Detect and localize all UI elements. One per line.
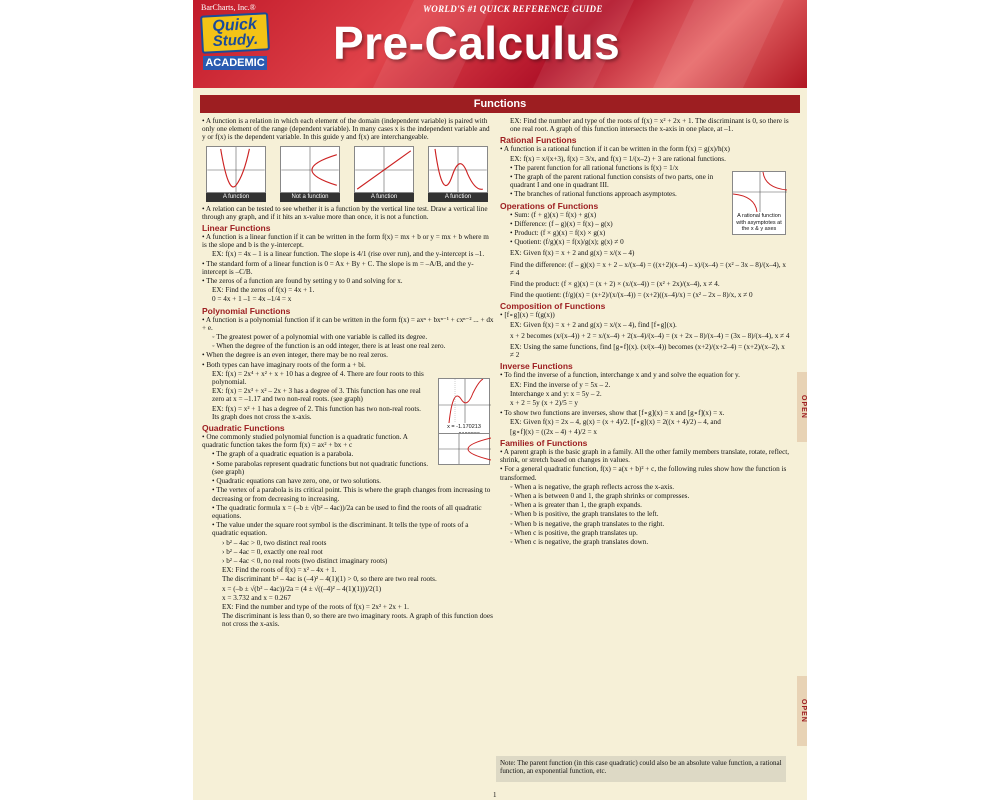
rational-heading: Rational Functions (500, 135, 577, 146)
quad-line: • The vertex of a parabola is its critical point. This is where the graph changes from increasing to decreasing or from decreasing to increasing. (212, 486, 491, 503)
quickstudy-logo (200, 12, 270, 54)
inverse-heading: Inverse Functions (500, 361, 573, 372)
families-line: ◦ When a is between 0 and 1, the graph shrinks or compresses. (510, 491, 690, 500)
ops-line: • Quotient: (f/g)(x) = f(x)/g(x); g(x) ≠ 0 (510, 238, 624, 247)
quad-line: The discriminant is less than 0, so there are two imaginary roots. A graph of this function does not cross the x-axis. (222, 612, 493, 629)
poly-line: ◦ The greatest power of a polynomial with one variable is called its degree. (212, 333, 428, 342)
inverse-line: Interchange x and y: x = 5y – 2. (510, 389, 602, 398)
logo-line-2: Study. (212, 30, 259, 51)
publisher-text: BarCharts, Inc.® (201, 3, 256, 12)
page-number: 1 (493, 791, 497, 799)
quad-line: The discriminant b² – 4ac is (–4)² – 4(1)(1) > 0, so there are two real roots. (222, 575, 437, 584)
linear-line: EX: f(x) = 4x – 1 is a linear function. The slope is 4/1 (rise over run), and the y-intercept is –1. (212, 250, 485, 259)
quad-line: • The value under the square root symbol is the discriminant. It tells the type of roots of a quadratic equation. (212, 521, 469, 538)
ops-line: Find the difference: (f – g)(x) = x + 2 – x/(x–4) = ((x+2)(x–4) – x)/(x–4) = (x² – 3x – 8)/(x–4), x ≠ 4 (510, 260, 786, 277)
ops-line: • Product: (f × g)(x) = f(x) × g(x) (510, 229, 606, 238)
rational-line: EX: f(x) = x/(x+3), f(x) = 3/x, and f(x) = 1/(x–2) + 3 are rational functions. (510, 154, 726, 163)
vertical-line-test: • A relation can be tested to see whether it is a function by the vertical line test. Draw a vertical line through any graph, and if it hits an x-value more than once, it is not a function. (202, 204, 488, 221)
linear-heading: Linear Functions (202, 223, 271, 234)
inverse-line: EX: Find the inverse of y = 5x – 2. (510, 380, 611, 389)
left-column (202, 117, 494, 630)
rational-line: • A function is a rational function if it can be written in the form f(x) = g(x)/h(x) (500, 145, 730, 154)
families-note: Note: The parent function (in this case quadratic) could also be an absolute value function, a rational function, an exponential function, etc. (496, 756, 786, 782)
inverse-line: • To find the inverse of a function, interchange x and y and solve the equation for y. (500, 371, 740, 380)
comp-line: EX: Given f(x) = x + 2 and g(x) = x/(x – 4), find [f∘g](x). (510, 320, 677, 329)
academic-badge: ACADEMIC (203, 56, 267, 70)
header-banner (193, 0, 807, 88)
quadratic-heading: Quadratic Functions (202, 423, 285, 434)
polynomial-graph (438, 378, 490, 441)
inverse-line: • To show two functions are inverses, show that [f∘g](x) = x and [g∘f](x) = x. (500, 409, 725, 418)
quad-line: • The quadratic formula x = (–b ± √(b² – 4ac))/2a can be used to find the roots of all quadratic equations. (212, 503, 482, 520)
study-sheet (193, 0, 807, 800)
rational-line: • The graph of the parent rational function consists of two parts, one in quadrant I and one in quadrant III. (510, 173, 714, 190)
linear-line: 0 = 4x + 1 –1 = 4x –1/4 = x (212, 295, 292, 304)
ops-line: Find the quotient: (f/g)(x) = (x+2)/(x/(x–4)) = (x+2)((x–4)/x) = (x² – 2x – 8)/x, x ≠ 0 (510, 291, 753, 300)
graph-caption: A function (354, 193, 414, 202)
poly-line: • A function is a polynomial function if it can be written in the form f(x) = axⁿ + bxⁿ⁻¹ + cxⁿ⁻² ... + dx + e. (202, 315, 494, 332)
graph-caption: A function (428, 193, 488, 202)
graph-caption: Not a function (280, 193, 340, 202)
intro-text: • A function is a relation in which each element of the domain (independent variable) is paired with only one element of the range (dependent variable). In many cases x is the independent variable and y or f(x) is the dependent variable. In this guide y and f(x) are interchangeable. (202, 117, 490, 142)
graph-caption: A rational function with asymptotes at the x & y axes (736, 213, 782, 233)
linear-line: • The zeros of a function are found by setting y to 0 and solving for x. (202, 277, 403, 286)
page-title: Pre-Calculus (333, 17, 621, 69)
top-example: EX: Find the number and type of the roots of f(x) = x² + 2x + 1. The discriminant is 0, so there is one real root. A graph of this function intersects the x-axis in one place, at –1. (510, 117, 789, 134)
inverse-line: [g∘f](x) = ((2x – 4) + 4)/2 = x (510, 427, 597, 436)
right-column (500, 117, 790, 547)
families-heading: Families of Functions (500, 437, 588, 448)
poly-line: EX: f(x) = 2x³ + x² – 2x + 3 has a degree of 3. This function has one real zero at x = –1.17 and two non-real roots. (see graph) (212, 387, 421, 404)
quad-line: › b² – 4ac = 0, exactly one real root (222, 547, 323, 556)
families-line: • For a general quadratic function, f(x) = a(x + b)² + c, the following rules show how the function is transformed. (500, 465, 787, 482)
section-title: Functions (200, 95, 800, 113)
quad-line: x = (–b ± √(b² – 4ac))/2a = (4 ± √((–4)² – 4(1)(1)))/2(1) (222, 584, 382, 593)
poly-line: ◦ When the degree of the function is an odd integer, there is at least one real zero. (212, 342, 446, 351)
ops-line: • Sum: (f + g)(x) = f(x) + g(x) (510, 210, 597, 219)
rational-line: • The parent function for all rational functions is f(x) = 1/x (510, 163, 679, 172)
quad-line: x = 3.732 and x = 0.267 (222, 593, 291, 602)
side-tab-open: OPEN (797, 676, 807, 746)
operations-heading: Operations of Functions (500, 200, 599, 211)
graph-caption: A function (206, 193, 266, 202)
quad-line: • The graph of a quadratic equation is a parabola. (212, 450, 354, 459)
comp-line: x + 2 becomes (x/(x–4)) + 2 = x/(x–4) + 2(x–4)/(x–4) = (x + 2x – 8)/(x–4) = (3x – 8)/(x–4), x ≠ 4 (510, 331, 790, 340)
quad-line: EX: Find the roots of f(x) = x² – 4x + 1. (222, 566, 337, 575)
comp-line: • [f∘g](x) = f(g(x)) (500, 311, 555, 320)
families-line: ◦ When a is negative, the graph reflects across the x-axis. (510, 482, 675, 491)
graph-readout-x: x = -1.170213 (447, 423, 481, 430)
graph-function-2 (354, 146, 414, 202)
logo-line-1: Quick (211, 15, 258, 36)
graph-function-1 (206, 146, 266, 202)
inverse-line: x + 2 = 5y (x + 2)/5 = y (510, 399, 578, 408)
graph-not-function (280, 146, 340, 202)
quad-line: • One commonly studied polynomial function is a quadratic function. A quadratic function takes the form f(x) = ax² + bx + c (202, 433, 408, 450)
families-line: • A parent graph is the basic graph in a family. All the other family members translate, rotate, reflect, shrink, or stretch based on changes in values. (500, 447, 790, 465)
rational-graph (732, 171, 786, 235)
quad-line: • Some parabolas represent quadratic functions but not quadratic functions. (see graph) (212, 459, 429, 476)
families-line: ◦ When c is negative, the graph translates down. (510, 537, 649, 546)
poly-line: EX: f(x) = 2x⁴ + x² + x + 10 has a degree of 4. There are four roots to this polynomial. (212, 369, 424, 387)
families-line: ◦ When c is positive, the graph translates up. (510, 528, 638, 537)
quad-line: › b² – 4ac > 0, two distinct real roots (222, 538, 327, 547)
quad-line: EX: Find the number and type of the roots of f(x) = 2x² + 2x + 1. (222, 602, 409, 611)
poly-line: • Both types can have imaginary roots of the form a + bi. (202, 360, 366, 369)
linear-line: • The standard form of a linear function is 0 = Ax + By + C. The slope is m = –A/B, and the y-intercept is –C/B. (202, 259, 474, 276)
graph-function-3 (428, 146, 488, 202)
function-graphs (206, 146, 494, 202)
ops-line: • Difference: (f – g)(x) = f(x) – g(x) (510, 219, 613, 228)
ops-line: Find the product: (f × g)(x) = (x + 2) × (x/(x–4)) = (x² + 2x)/(x–4), x ≠ 4. (510, 280, 720, 289)
families-line: ◦ When b is negative, the graph translates to the right. (510, 519, 665, 528)
comp-line: EX: Using the same functions, find [g∘f](x). (x/(x–4)) becomes (x+2)/(x+2–4) = (x+2)/(x–2), x ≠ 2 (510, 343, 785, 360)
linear-line: EX: Find the zeros of f(x) = 4x + 1. (212, 286, 315, 295)
rational-line: • The branches of rational functions approach asymptotes. (510, 190, 677, 199)
guide-tagline: WORLD'S #1 QUICK REFERENCE GUIDE (423, 4, 603, 14)
linear-line: • A function is a linear function if it can be written in the form f(x) = mx + b or y = mx + b where m is the slope and b is the y-intercept. (202, 233, 489, 250)
families-line: ◦ When a is greater than 1, the graph expands. (510, 501, 642, 510)
quad-line: • Quadratic equations can have zero, one, or two solutions. (212, 477, 381, 486)
parabola-graph (438, 433, 490, 465)
polynomial-heading: Polynomial Functions (202, 305, 291, 316)
quad-line: › b² – 4ac < 0, no real roots (two distinct imaginary roots) (222, 556, 388, 565)
families-line: ◦ When b is positive, the graph translates to the left. (510, 510, 659, 519)
inverse-line: EX: Given f(x) = 2x – 4, g(x) = (x + 4)/2. [f∘g](x) = 2((x + 4)/2) – 4, and (510, 418, 721, 427)
side-tab-open: OPEN (797, 372, 807, 442)
poly-line: EX: f(x) = x² + 1 has a degree of 2. This function has two non-real roots. Its graph does not cross the x-axis. (212, 404, 421, 421)
poly-line: • When the degree is an even integer, there may be no real zeros. (202, 351, 388, 360)
composition-heading: Composition of Functions (500, 301, 606, 312)
ops-line: EX: Given f(x) = x + 2 and g(x) = x/(x – 4) (510, 249, 635, 258)
